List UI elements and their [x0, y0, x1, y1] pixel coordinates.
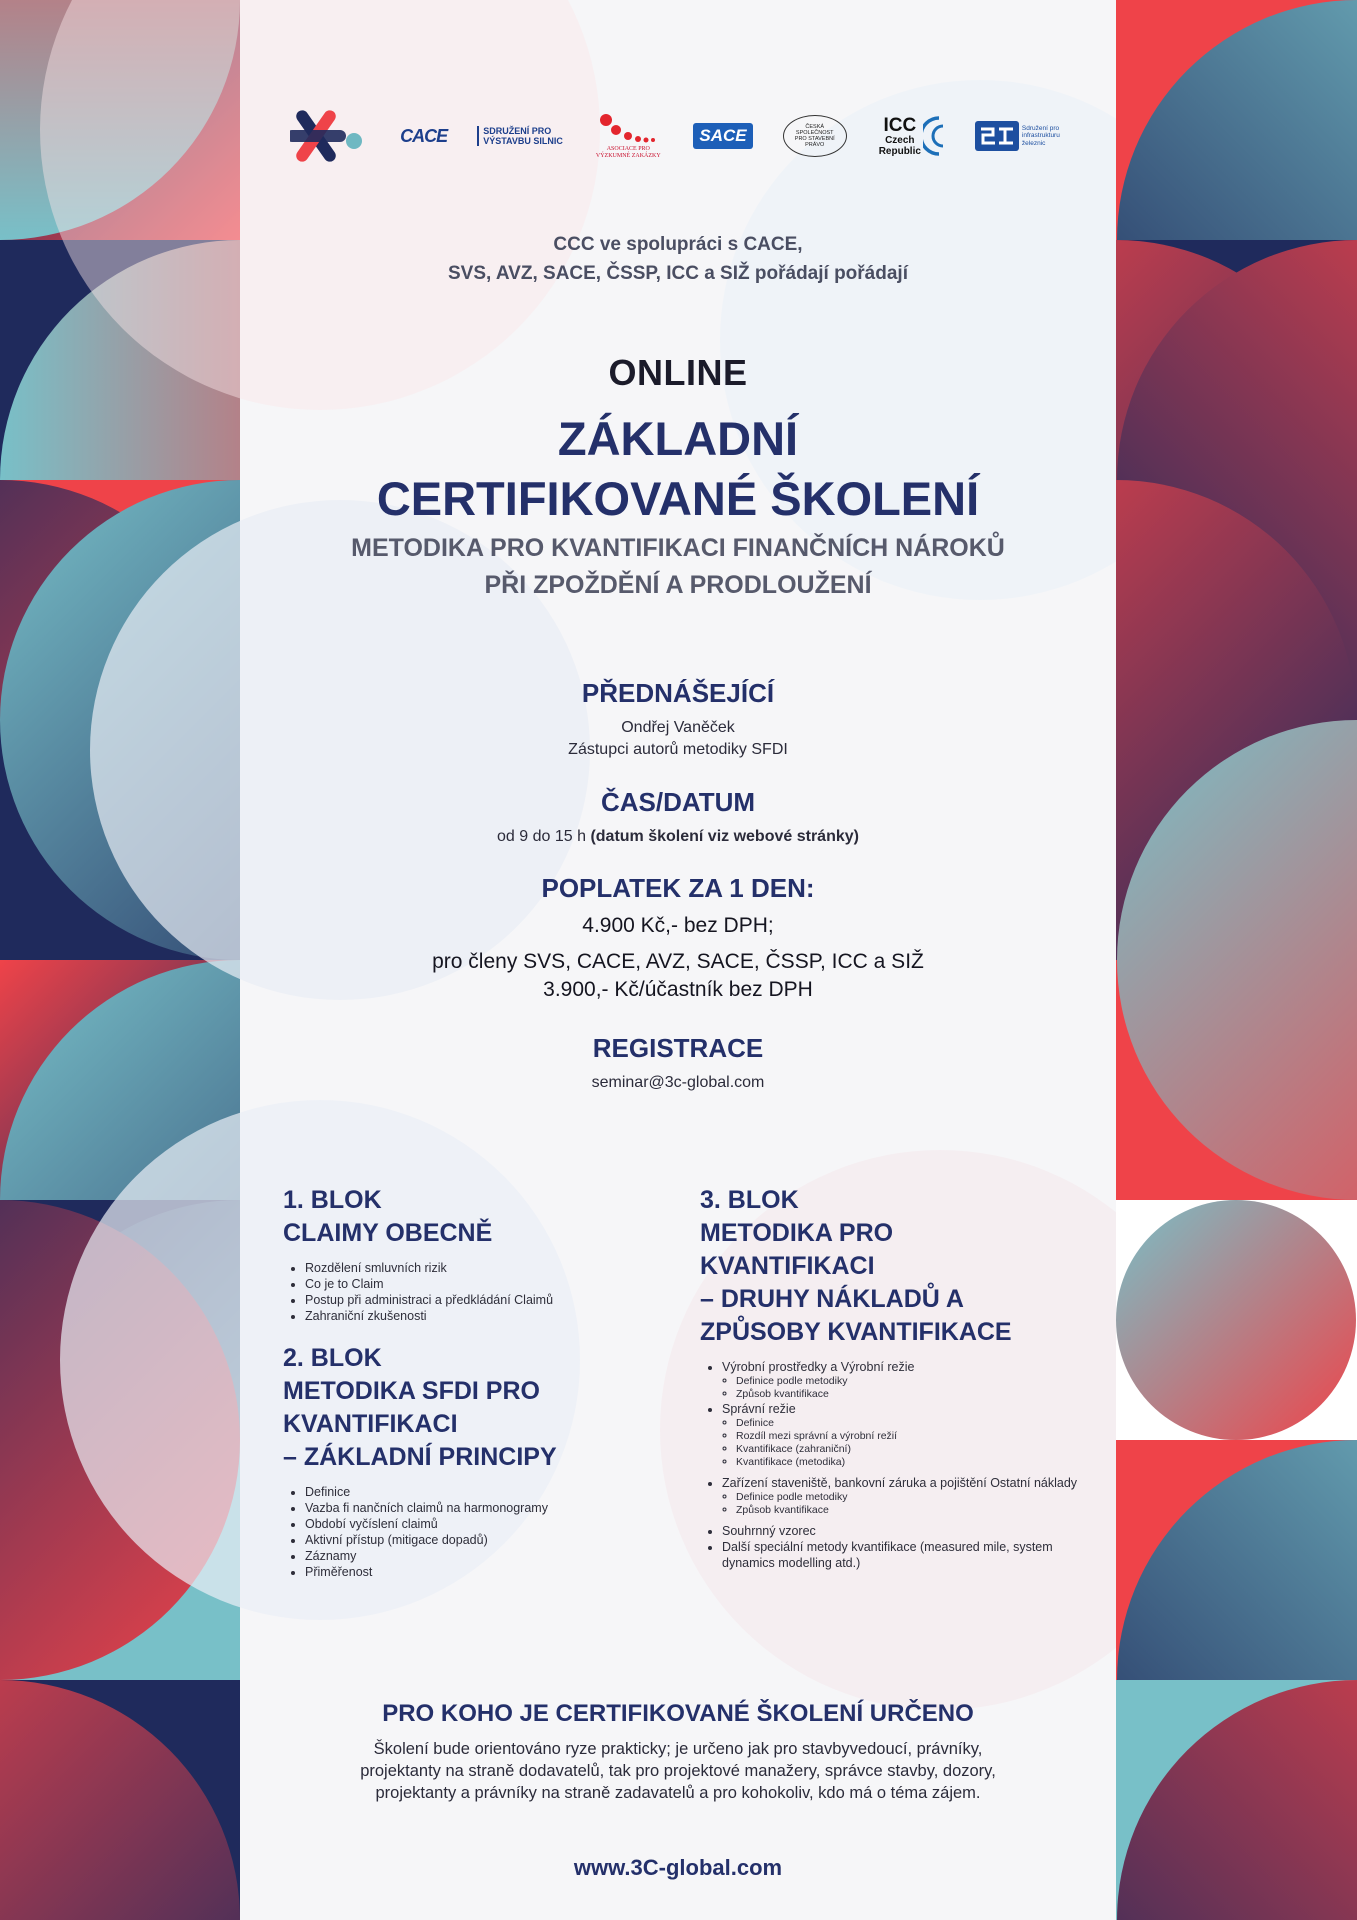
- icc-logo: [877, 114, 945, 158]
- lecturer-others: Zástupci autorů metodiky SFDI: [568, 741, 788, 758]
- time-value: [240, 826, 1116, 848]
- sub-list-item: ◦ Kvantifikace (zahraniční): [736, 1443, 1090, 1456]
- website-link[interactable]: www.3C-global.com: [573, 1855, 783, 1880]
- block3-list: [700, 1359, 1090, 1571]
- cssp-logo-text: ČESKÁ SPOLEČNOST PRO STAVEBNÍ PRÁVO: [794, 124, 835, 148]
- siz-logo: [975, 121, 1066, 151]
- blocks-right: [700, 1184, 1090, 1571]
- registration-email[interactable]: seminar@3c-global.com: [591, 1074, 765, 1091]
- fee-members: pro členy SVS, CACE, AVZ, SACE, ČSSP, ICC a SIŽ: [432, 950, 924, 973]
- list-item: • Vazba fi nančních claimů na harmonogramy: [305, 1500, 653, 1516]
- audience-line3: projektanty a právníky na straně zadavatelů a pro kohokoliv, kdo má o téma zájem.: [375, 1784, 981, 1802]
- list-item: [722, 1401, 1090, 1469]
- intro: [240, 230, 1116, 288]
- audience-text: [240, 1738, 1116, 1804]
- icc-arc-icon: [923, 114, 945, 158]
- audience-line2: projektanty na straně dodavatelů, tak pro projektové manažery, správce stavby, dozory,: [360, 1762, 996, 1780]
- sub-list-item: ◦ Rozdíl mezi správní a výrobní režií: [736, 1430, 1090, 1443]
- sub-list-item: ◦ Způsob kvantifikace: [736, 1388, 1090, 1401]
- fee-price: 4.900 Kč,- bez DPH;: [582, 914, 774, 937]
- intro-line1: CCC ve spolupráci s CACE,: [553, 234, 803, 255]
- sub-list-item: ◦ Definice: [736, 1417, 1090, 1430]
- right-decoration: [1116, 0, 1357, 1920]
- list-item: • Období vyčíslení claimů: [305, 1516, 653, 1532]
- list-item: • Rozdělení smluvních rizik: [305, 1260, 653, 1276]
- block3-number: 3. BLOK: [700, 1186, 799, 1214]
- block3-title-line4: ZPŮSOBY KVANTIFIKACE: [700, 1318, 1012, 1346]
- svs-logo-text: SDRUŽENÍ PRO VÝSTAVBU SILNIC: [483, 126, 563, 146]
- cssp-logo: [783, 115, 847, 157]
- block2-title-line3: – ZÁKLADNÍ PRINCIPY: [283, 1443, 557, 1471]
- fee-heading: POPLATEK ZA 1 DEN:: [541, 873, 815, 903]
- sace-logo-text: SACE: [699, 126, 747, 145]
- audience-heading: PRO KOHO JE CERTIFIKOVANÉ ŠKOLENÍ URČENO: [382, 1700, 974, 1727]
- block3-title-line1: METODIKA PRO: [700, 1219, 894, 1247]
- lecturers-section: [240, 678, 1116, 761]
- block2-title-line2: KVANTIFIKACI: [283, 1410, 458, 1438]
- list-item: [722, 1359, 1090, 1401]
- fee-section: [240, 873, 1116, 1004]
- icc-logo-sub: Czech Republic: [878, 134, 921, 157]
- main-title-line2: CERTIFIKOVANÉ ŠKOLENÍ: [376, 472, 980, 525]
- list-item: [722, 1475, 1090, 1517]
- online-label: ONLINE: [608, 352, 748, 393]
- fee-member-price: 3.900,- Kč/účastník bez DPH: [543, 978, 813, 1001]
- list-item: • Přiměřenost: [305, 1564, 653, 1580]
- subtitle-line2: PŘI ZPOŽDĚNÍ A PRODLOUŽENÍ: [484, 571, 872, 599]
- registration-section: [240, 1033, 1116, 1094]
- list-item: • Co je to Claim: [305, 1276, 653, 1292]
- list-item: • Aktivní přístup (mitigace dopadů): [305, 1532, 653, 1548]
- siz-logo-text: Sdružení pro infrastrukturu železnic: [1021, 124, 1060, 147]
- siz-mark-icon: [975, 121, 1019, 151]
- content: [240, 0, 1116, 1920]
- block2-title-line1: METODIKA SFDI PRO: [283, 1377, 540, 1405]
- cace-logo: [400, 126, 447, 147]
- ccc-logo: [290, 101, 370, 171]
- block1: [283, 1184, 653, 1324]
- time-note: (datum školení viz webové stránky): [590, 828, 859, 845]
- icc-logo-text: ICC: [883, 114, 917, 136]
- main-title-line1: ZÁKLADNÍ: [557, 412, 799, 465]
- time-section: [240, 787, 1116, 848]
- block2-number: 2. BLOK: [283, 1344, 382, 1372]
- avz-logo: [593, 112, 663, 160]
- list-item: • Zahraniční zkušenosti: [305, 1308, 653, 1324]
- svs-logo: [477, 126, 563, 146]
- list-item: • Definice: [305, 1484, 653, 1500]
- block2: [283, 1342, 653, 1580]
- list-item-label: Správní režie: [722, 1402, 796, 1416]
- sub-list-item: ◦ Definice podle metodiky: [736, 1491, 1090, 1504]
- list-item: • Záznamy: [305, 1548, 653, 1564]
- sub-list: [722, 1375, 1090, 1401]
- block1-list: [283, 1260, 653, 1324]
- registration-heading: REGISTRACE: [592, 1033, 764, 1063]
- avz-logo-text: ASOCIACE PRO VÝZKUMNÉ ZAKÁZKY: [595, 146, 661, 159]
- list-item: • Souhrnný vzorec: [722, 1523, 1090, 1539]
- cace-logo-text: CACE: [400, 125, 448, 146]
- sub-list-item: ◦ Definice podle metodiky: [736, 1375, 1090, 1388]
- sub-list: [722, 1417, 1090, 1469]
- block2-list: [283, 1484, 653, 1580]
- subtitle: [240, 530, 1116, 604]
- list-item-label: Zařízení staveniště, bankovní záruka a pojištění Ostatní náklady: [722, 1476, 1078, 1490]
- sub-list: [722, 1491, 1090, 1517]
- block3-title-line2: KVANTIFIKACI: [700, 1252, 875, 1280]
- subtitle-line1: METODIKA PRO KVANTIFIKACI FINANČNÍCH NÁROKŮ: [351, 534, 1005, 562]
- time-heading: ČAS/DATUM: [600, 787, 756, 817]
- partner-logos: [290, 98, 1066, 174]
- sub-list-item: ◦ Kvantifikace (metodika): [736, 1456, 1090, 1469]
- block3-title-line3: – DRUHY NÁKLADŮ A: [700, 1285, 964, 1313]
- list-item: • Postup při administraci a předkládání Claimů: [305, 1292, 653, 1308]
- blocks-left: [283, 1184, 653, 1580]
- time-hours: od 9 do 15 h: [497, 828, 586, 845]
- block1-title: CLAIMY OBECNĚ: [283, 1219, 493, 1247]
- list-item: • Další speciální metody kvantifikace (measured mile, system dynamics modelling atd.): [722, 1539, 1090, 1571]
- intro-line2: SVS, AVZ, SACE, ČSSP, ICC a SIŽ pořádají pořádají: [448, 263, 908, 284]
- audience-line1: Školení bude orientováno ryze prakticky; je určeno jak pro stavbyvedoucí, právníky,: [373, 1740, 983, 1758]
- block1-number: 1. BLOK: [283, 1186, 382, 1214]
- sace-logo: [693, 123, 752, 149]
- lecturer-name: Ondřej Vaněček: [621, 719, 735, 736]
- sub-list-item: ◦ Způsob kvantifikace: [736, 1504, 1090, 1517]
- list-item-label: Výrobní prostředky a Výrobní režie: [722, 1360, 915, 1374]
- lecturers-heading: PŘEDNÁŠEJÍCÍ: [581, 678, 775, 708]
